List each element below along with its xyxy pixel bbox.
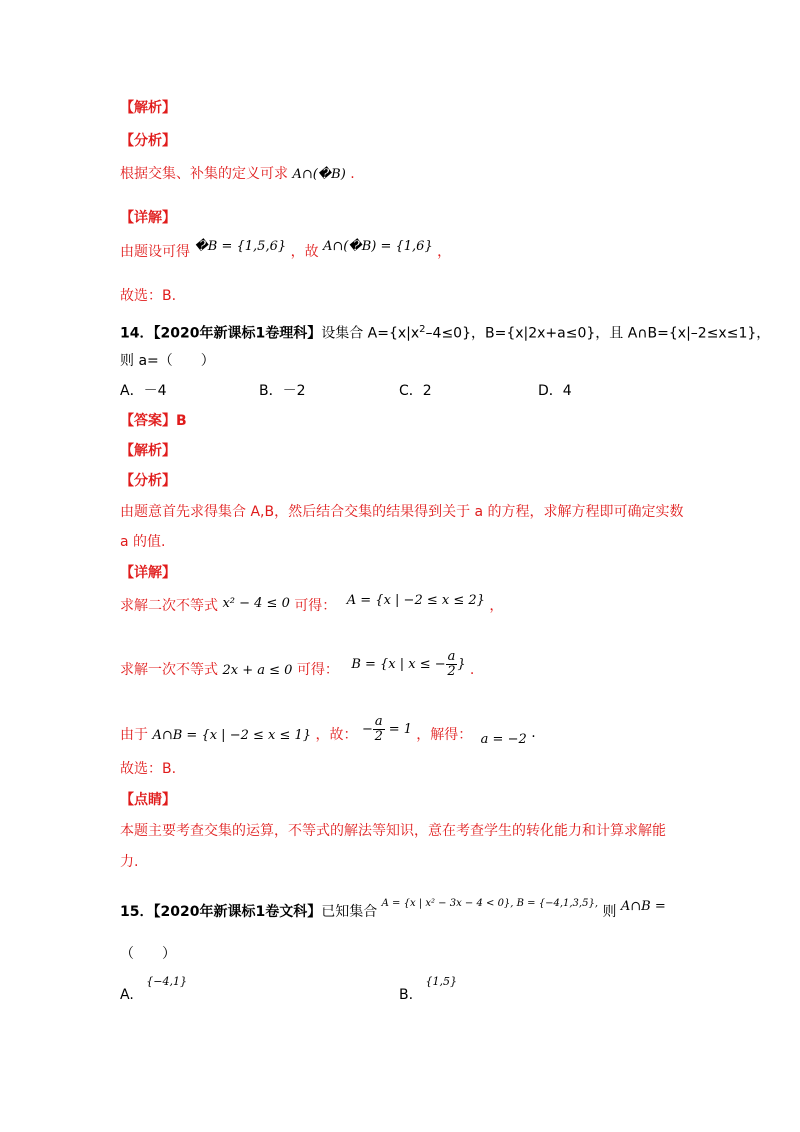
- p13-xiangjie-math2: A∩(�B) = {1,6}: [323, 239, 433, 254]
- xiangjie-tag: 【详解】: [120, 210, 176, 226]
- q14-fenxi-line1: 由题意首先求得集合 A,B，然后结合交集的结果得到关于 a 的方程，求解方程即可确定实数: [120, 504, 684, 520]
- q14-dianjing-line1: 本题主要考查交集的运算，不等式的解法等知识，意在考查学生的转化能力和计算求解能: [120, 823, 666, 839]
- q14-stem-b: –4≤0}，B={x|2x+a≤0}，且 A∩B={x|–2≤x≤1}，: [425, 325, 771, 342]
- q14-step2-result-a: B = {x | x ≤ −: [351, 657, 446, 672]
- q14-step1-mid: 可得：: [294, 598, 337, 614]
- q14-step2-mid: 可得：: [296, 662, 339, 678]
- q14-step3-mid: ，故：: [315, 727, 358, 743]
- q14-step3-end: .: [531, 725, 536, 741]
- q15-stem-text: 已知集合: [321, 904, 378, 920]
- q15-paren: （ ）: [120, 946, 176, 962]
- q14-step1-math: x² − 4 ≤ 0: [222, 596, 290, 611]
- q14-step2-end: .: [469, 662, 475, 678]
- p13-answer: 故选：B.: [120, 288, 177, 304]
- q15-stem-math: A = {x | x² − 3x − 4 < 0}, B = {−4,1,3,5},: [381, 898, 598, 909]
- q14-answer: 故选：B.: [120, 761, 177, 777]
- q15-option-b: [399, 975, 458, 1006]
- q14-dianjing-line2: 力.: [120, 854, 139, 870]
- p13-fenxi-end: .: [350, 166, 355, 182]
- q14-step3-frac-num: a: [374, 714, 383, 729]
- p13-xiangjie-text: [120, 239, 452, 263]
- q14-step2-math: 2x + a ≤ 0: [222, 663, 293, 678]
- q14-option-d: D．4: [538, 383, 572, 399]
- p13-xiangjie-end: ，: [437, 244, 452, 260]
- q14-step2-fraction: [446, 650, 458, 679]
- q14-jiexi-tag: 【解析】: [120, 443, 176, 459]
- q14-step3-eq-rhs: = 1: [388, 722, 413, 737]
- q15-stem-math2: A∩B =: [620, 899, 666, 914]
- q14-step3-result: a = −2: [480, 732, 527, 747]
- q14-stem-sup: 2: [419, 324, 426, 335]
- q14-option-b: B．－2: [259, 383, 306, 399]
- q14-step2-frac-num: a: [447, 649, 456, 664]
- p13-xiangjie-pre: 由题设可得: [120, 244, 190, 260]
- p13-fenxi-math: A∩(�B): [292, 167, 346, 182]
- p13-xiangjie-mid: ，故: [290, 244, 319, 260]
- q14-option-a: A．－4: [120, 383, 167, 399]
- q14-step3: [120, 714, 536, 750]
- q14-step2-frac-den: 2: [447, 664, 456, 679]
- q14-step3-frac-den: 2: [374, 729, 383, 744]
- q14-step1-end: ，: [489, 598, 504, 614]
- q15-option-a-label: A.: [120, 987, 134, 1003]
- q14-fenxi-tag: 【分析】: [120, 473, 176, 489]
- q14-step3-eq: [361, 714, 416, 744]
- q15-stem-end: 则: [602, 904, 617, 920]
- q14-dianjing-tag: 【点睛】: [120, 792, 176, 808]
- q14-step1-pre: 求解二次不等式: [120, 598, 218, 614]
- q14-stem-a: 设集合 A={x|x: [321, 325, 420, 342]
- q15-option-b-math: {1,5}: [425, 975, 458, 988]
- q14-step2-result-b: }: [457, 657, 466, 672]
- q14-stem: [120, 320, 770, 344]
- q14-step2: [120, 649, 475, 685]
- q15-option-a: [120, 975, 187, 1006]
- q14-step3-frac-prefix: −: [361, 722, 373, 737]
- p13-fenxi-text: [120, 164, 355, 185]
- q14-option-c: C．2: [399, 383, 432, 399]
- fenxi-tag: 【分析】: [120, 133, 176, 149]
- q15-stem: [120, 898, 666, 924]
- q15-option-a-math: {−4,1}: [146, 975, 187, 988]
- q15-source: 【2020年新课标1卷文科】: [153, 904, 322, 920]
- jiexi-tag: 【解析】: [120, 100, 176, 116]
- q14-step3-math: A∩B = {x | −2 ≤ x ≤ 1}: [152, 728, 312, 743]
- p13-xiangjie-math1: �B = {1,5,6}: [194, 239, 287, 254]
- q15-number: 15．: [120, 904, 154, 920]
- q14-xiangjie-tag: 【详解】: [120, 565, 176, 581]
- q14-step1-result: A = {x | −2 ≤ x ≤ 2}: [346, 593, 485, 608]
- q14-step3-pre: 由于: [120, 727, 148, 743]
- q14-step3-fraction: [373, 715, 385, 744]
- q14-step2-pre: 求解一次不等式: [120, 662, 218, 678]
- q14-step2-result: [351, 649, 470, 679]
- q14-stem-line2: 则 a=（ ）: [120, 353, 215, 369]
- q14-answer-tag: 【答案】B: [120, 413, 187, 429]
- q14-step1: [120, 593, 504, 617]
- q14-fenxi-line2: a 的值.: [120, 534, 166, 550]
- q14-number: 14．: [120, 325, 154, 342]
- q15-option-b-label: B.: [399, 987, 414, 1003]
- q14-step3-mid2: ，解得：: [416, 727, 473, 743]
- q14-source: 【2020年新课标1卷理科】: [153, 325, 322, 342]
- p13-fenxi-prose: 根据交集、补集的定义可求: [120, 166, 288, 182]
